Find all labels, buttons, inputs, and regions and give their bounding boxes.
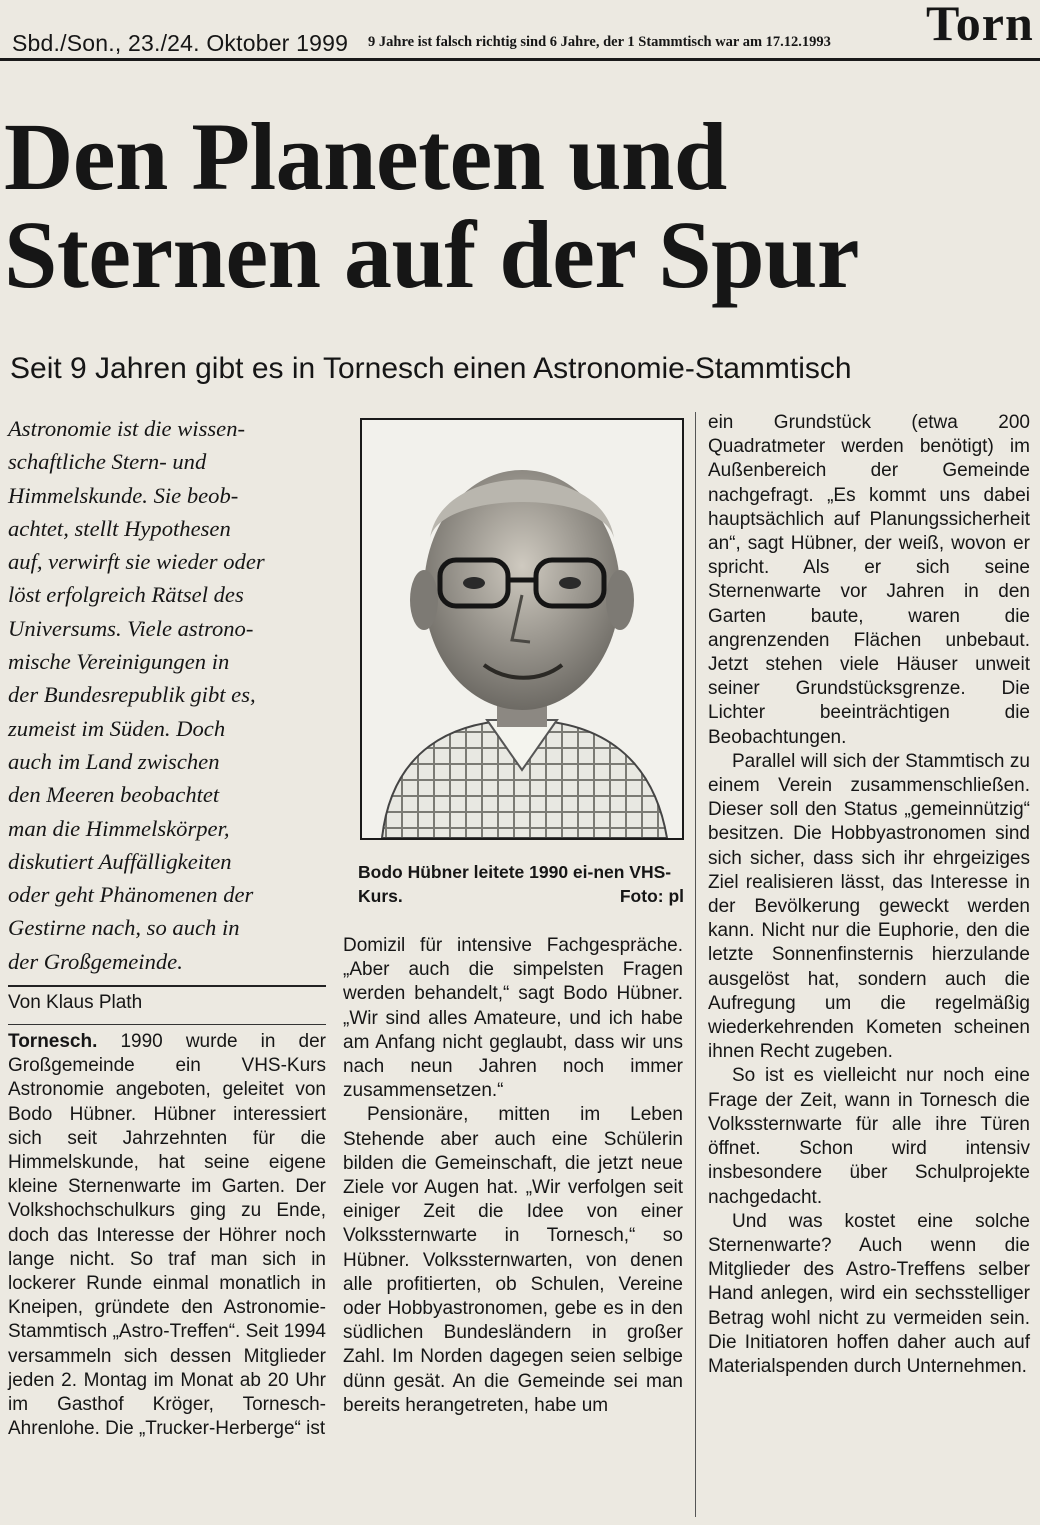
article-paragraph: Parallel will sich der Stammtisch zu einem Verein zusammenschließen. Dieser soll den Status „gemeinnützig“ besitzen. Die Hobbyastronomen sind sich sicher, dass sich ihr ehrgeiziges Ziel realisieren lässt, das Interesse in der Bevölkerung geweckt werden kann. Nicht nur die Euphorie, den die letzte Sonnenfinsternis hierzulande ausgelöst hat, sondern auch die Aufregung um die regelmäßig wiederkehrenden Kometen scheinen ihnen Recht zugeben. [708,750,1030,1063]
column-divider [695,412,696,1517]
lead-line: Himmelskunde. Sie beob- [8,482,239,508]
article-paragraph: Pensionäre, mitten im Leben Stehende aber auch eine Schülerin bilden die Gemeinschaft, die jetzt neue Ziele vor Augen hat. „Wir verfolgen seit einiger Zeit die Idee von einer Volkssternwarte in Tornesch,“ so Hübner. Volkssternwarten, von denen alle profitierten, ob Schulen, Vereine oder Hobbyastronomen, gebe es in den südlichen Bundesländern in großer Zahl. Im Norden dagegen seien selbige dünn gesät. An die Gemeinde sei man bereits herangetreten, habe um [343,1104,683,1416]
lead-line: zumeist im Süden. Doch [8,715,226,741]
lead-paragraph [8,412,328,978]
lead-rule [8,985,326,987]
dateline: Sbd./Son., 23./24. Oktober 1999 [12,30,349,56]
lead-line: Universums. Viele astrono- [8,615,254,641]
handwritten-correction-note: 9 Jahre ist falsch richtig sind 6 Jahre, der 1 Stammtisch war am 17.12.1993 [368,34,831,50]
lead-line: oder geht Phänomenen der [8,882,254,908]
lead-line: man die Himmelskörper, [8,815,230,841]
header-rule [0,58,1040,61]
article-column-3 [708,411,1030,1379]
newspaper-masthead: Torn [926,0,1034,51]
article-paragraph: So ist es vielleicht nur noch eine Frage der Zeit, wann in Tornesch die Volkssternwarte für alle ihre Türen öffnet. Schon wird intensiv insbesondere über Schulprojekte nachgedacht. [708,1065,1030,1208]
lead-line: diskutiert Auffälligkeiten [8,848,232,874]
lead-line: auf, verwirft sie wieder oder [8,549,265,575]
headline-line-1: Den Planeten und [4,103,727,210]
lead-line: der Großgemeinde. [8,948,183,974]
lead-line: der Bundesrepublik gibt es, [8,682,256,708]
lead-line: auch im Land zwischen [8,748,220,774]
portrait-photo-image [362,420,682,838]
article-paragraph: ein Grundstück (etwa 200 Quadratmeter werden benötigt) im Außenbereich der Gemeinde nachgefragt. „Es kommt uns dabei hauptsächlich auf Planungssicherheit an“, sagt Hübner, der weiß, wovon er spricht. Als er sich seine Sternenwarte vor Jahren in den Garten baute, waren die angrenzenden Flächen unbebaut. Jetzt stehen viele Häuser unweit seiner Grundstücksgrenze. Die Lichter beeinträchtigen die Beobachtungen. [708,412,1030,748]
portrait-photo [360,418,684,840]
article-paragraph: Domizil für intensive Fachgespräche. „Aber auch die simpelsten Fragen werden behandelt,“ sagt Bodo Hübner. „Wir sind alles Amateure, und ich habe am Anfang nicht geglaubt, dass wir uns nach neun Jahren noch immer zusammensetzen.“ [343,935,683,1102]
column-1-text: 1990 wurde in der Großgemeinde ein VHS-Kurs Astronomie angeboten, geleitet von Bodo Hübner. Hübner interessiert sich seit Jahrzehnten für die Himmelskunde, hat seine eigene kleine Sternenwarte im Garten. Der Volkshochschulkurs ging zu Ende, doch das Interesse der Höhrer noch lange nicht. So traf man sich in lockerer Runde einmal monatlich in Kneipen, gründete den Astronomie-Stammtisch „Astro-Treffen“. Seit 1994 versammeln sich dessen Mitglieder jeden 2. Montag im Monat ab 20 Uhr im Gasthof Kröger, Tornesch-Ahrenlohe. Die „Trucker-Herberge“ ist [8,1031,326,1440]
photo-caption [358,860,684,908]
headline [4,103,1034,308]
place-dateline: Tornesch. [8,1031,98,1052]
headline-line-2: Sternen auf der Spur [4,201,859,308]
article-column-2 [343,934,683,1418]
photo-caption-text: Bodo Hübner leitete 1990 ei-nen VHS-Kurs. [358,862,672,906]
lead-line: löst erfolgreich Rätsel des [8,582,244,608]
byline-rule [8,1024,326,1025]
lead-line: Astronomie ist die wissen- [8,416,246,441]
lead-line: Gestirne nach, so auch in [8,915,240,941]
article-column-1 [8,1030,326,1441]
lead-line: achtet, stellt Hypothesen [8,515,231,541]
subheadline: Seit 9 Jahren gibt es in Tornesch einen Astronomie-Stammtisch [10,352,852,385]
article-paragraph: Und was kostet eine solche Sternenwarte? Auch wenn die Mitglieder des Astro-Treffens selber Hand anlegen, wird ein sechsstelliger Betrag wohl nicht zu vermeiden sein. Die Initiatoren hoffen daher auch auf Materialspenden durch Unternehmen. [708,1210,1030,1377]
column-1-paragraph [8,1030,326,1441]
lead-line: schaftliche Stern- und [8,449,207,475]
lead-line: mische Vereinigungen in [8,649,230,675]
lead-line: den Meeren beobachtet [8,782,220,808]
author-byline: Von Klaus Plath [8,992,143,1013]
photo-credit: Foto: pl [619,886,684,906]
